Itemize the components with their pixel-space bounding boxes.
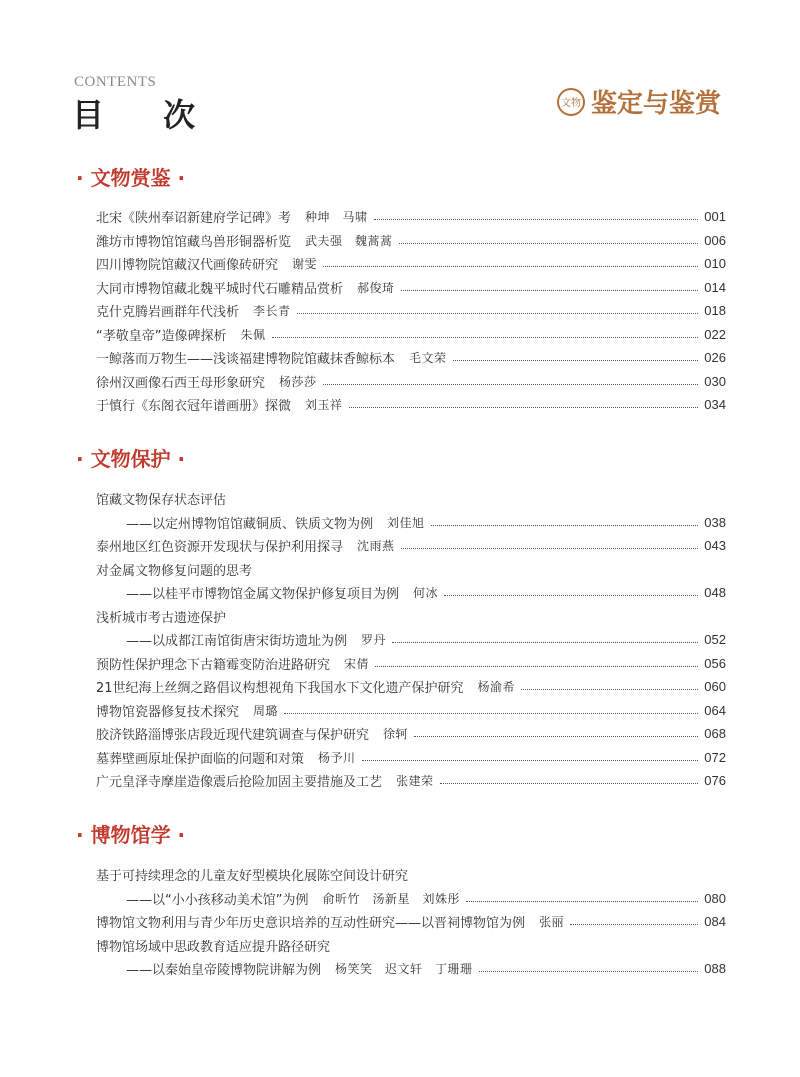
toc-entry-heading[interactable]: 博物馆场域中思政教育适应提升路径研究 (96, 940, 331, 955)
toc-entry[interactable]: ——以桂平市博物馆金属文物保护修复项目为例 何冰 048 (126, 585, 726, 602)
toc-entry[interactable]: 北宋《陕州奉诏新建府学记碑》考 种坤 马啸 001 (96, 209, 726, 226)
toc-entry[interactable]: 克什克腾岩画群年代浅析 李长青 018 (96, 303, 726, 320)
toc-entry[interactable]: 泰州地区红色资源开发现状与保护利用探寻 沈雨燕 043 (96, 538, 726, 555)
toc-entry[interactable]: 21世纪海上丝绸之路倡议构想视角下我国水下文化遗产保护研究 杨渝希 060 (96, 679, 726, 696)
toc-entry-heading[interactable]: 浅析城市考古遗迹保护 (96, 611, 227, 626)
svg-text:鉴定与鉴赏: 鉴定与鉴赏 (591, 89, 722, 119)
toc-entry[interactable]: 四川博物院馆藏汉代画像砖研究 谢雯 010 (96, 256, 726, 273)
toc-entry[interactable]: “孝敬皇帝”造像碑探析 朱佩 022 (96, 327, 726, 344)
section-heading-museology: · 博物馆学 · (76, 823, 186, 847)
toc-entry[interactable]: 潍坊市博物馆馆藏鸟兽形铜器析览 武夫强 魏蒿蒿 006 (96, 233, 726, 250)
toc-entry[interactable]: 一鲸落而万物生——浅谈福建博物院馆藏抹香鲸标本 毛文荣 026 (96, 350, 726, 367)
toc-entry[interactable]: ——以定州博物馆馆藏铜质、铁质文物为例 刘佳旭 038 (126, 515, 726, 532)
toc-entry[interactable]: 博物馆文物利用与青少年历史意识培养的互动性研究——以晋祠博物馆为例 张丽 084 (96, 914, 726, 931)
section-heading-cultural-relics-appreciation: · 文物赏鉴 · (76, 166, 186, 190)
brand-logo (555, 84, 730, 120)
toc-entry[interactable]: ——以秦始皇帝陵博物院讲解为例 杨笑笑 迟文轩 丁珊珊 088 (126, 961, 726, 978)
contents-label: CONTENTS (74, 74, 157, 90)
toc-entry[interactable]: 预防性保护理念下古籍霉变防治进路研究 宋倩 056 (96, 656, 726, 673)
toc-entry[interactable]: 于慎行《东阁衣冠年谱画册》探微 刘玉祥 034 (96, 397, 726, 414)
toc-entry-heading[interactable]: 对金属文物修复问题的思考 (96, 564, 253, 579)
toc-entry[interactable]: 胶济铁路淄博张店段近现代建筑调查与保护研究 徐轲 068 (96, 726, 726, 743)
page-title: 目 次 (72, 96, 220, 134)
toc-entry[interactable]: 墓葬壁画原址保护面临的问题和对策 杨予川 072 (96, 750, 726, 767)
toc-entry[interactable]: 大同市博物馆藏北魏平城时代石雕精品赏析 郝俊琦 014 (96, 280, 726, 297)
toc-entry[interactable]: 广元皇泽寺摩崖造像震后抢险加固主要措施及工艺 张建荣 076 (96, 773, 726, 790)
toc-entry-heading[interactable]: 基于可持续理念的儿童友好型模块化展陈空间设计研究 (96, 869, 409, 884)
toc-entry[interactable]: 博物馆瓷器修复技术探究 周璐 064 (96, 703, 726, 720)
toc-entry[interactable]: ——以“小小孩移动美术馆”为例 俞昕竹 汤新星 刘姝彤 080 (126, 891, 726, 908)
toc-entry-heading[interactable]: 馆藏文物保存状态评估 (96, 493, 227, 508)
section-heading-cultural-relics-protection: · 文物保护 · (76, 447, 186, 471)
svg-text:文物: 文物 (561, 98, 581, 109)
toc-entry[interactable]: 徐州汉画像石西王母形象研究 杨莎莎 030 (96, 374, 726, 391)
toc-entry[interactable]: ——以成都江南馆街唐宋街坊遗址为例 罗丹 052 (126, 632, 726, 649)
